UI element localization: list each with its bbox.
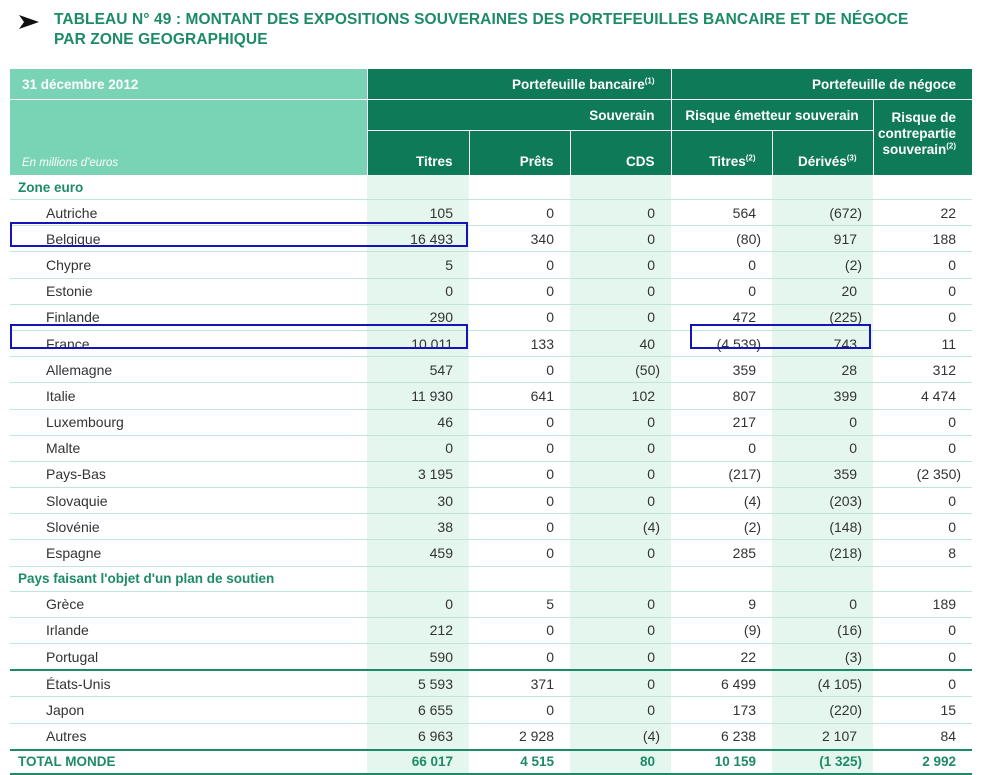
value-cell: 0 — [772, 435, 873, 461]
value-cell: 564 — [671, 200, 772, 226]
country-label: Malte — [10, 435, 367, 461]
table-row — [10, 304, 972, 330]
value-cell: 6 963 — [367, 723, 469, 750]
value-cell: 917 — [772, 226, 873, 252]
value-cell: 2 107 — [772, 723, 873, 750]
table-title — [18, 10, 968, 50]
value-cell: 0 — [570, 591, 671, 617]
country-label: Portugal — [10, 644, 367, 671]
value-cell: 359 — [671, 357, 772, 383]
value-cell: 590 — [367, 644, 469, 671]
value-cell: 0 — [671, 252, 772, 278]
value-cell: 5 — [367, 252, 469, 278]
header-date: 31 décembre 2012 — [10, 69, 367, 100]
group-label: Zone euro — [10, 175, 367, 200]
value-cell: 0 — [772, 591, 873, 617]
value-cell: (4) — [570, 514, 671, 540]
col-titres: Titres — [367, 131, 469, 176]
value-cell: 16 493 — [367, 226, 469, 252]
total-row — [10, 750, 972, 774]
value-cell: 0 — [367, 278, 469, 304]
table-row — [10, 330, 972, 356]
header-blank-2 — [367, 100, 570, 131]
country-label: France — [10, 330, 367, 356]
value-cell: 472 — [671, 304, 772, 330]
value-cell: 212 — [367, 617, 469, 643]
value-cell: (203) — [772, 488, 873, 514]
value-cell: 0 — [367, 435, 469, 461]
table-row — [10, 723, 972, 750]
value-cell: 290 — [367, 304, 469, 330]
value-cell: 80 — [570, 750, 671, 774]
value-cell: 3 195 — [367, 461, 469, 487]
value-cell: (4) — [570, 723, 671, 750]
country-label: Estonie — [10, 278, 367, 304]
value-cell: 0 — [873, 644, 972, 671]
value-cell: 0 — [873, 617, 972, 643]
value-cell: (9) — [671, 617, 772, 643]
value-cell: 11 930 — [367, 383, 469, 409]
table-row — [10, 697, 972, 723]
value-cell: 0 — [469, 252, 570, 278]
value-cell: (50) — [570, 357, 671, 383]
value-cell: 6 499 — [671, 670, 772, 697]
table-row — [10, 670, 972, 697]
country-label: Allemagne — [10, 357, 367, 383]
value-cell: 0 — [570, 435, 671, 461]
value-cell: 30 — [367, 488, 469, 514]
value-cell: 0 — [469, 488, 570, 514]
country-label: Luxembourg — [10, 409, 367, 435]
value-cell: 340 — [469, 226, 570, 252]
value-cell: 0 — [469, 357, 570, 383]
value-cell: 173 — [671, 697, 772, 723]
value-cell: 0 — [469, 514, 570, 540]
country-label: Finlande — [10, 304, 367, 330]
value-cell: 547 — [367, 357, 469, 383]
value-cell: 0 — [873, 252, 972, 278]
arrow-bullet-icon — [18, 14, 40, 30]
value-cell: 4 474 — [873, 383, 972, 409]
value-cell: (2) — [772, 252, 873, 278]
col-derives: Dérivés$^{(3)}$ — [772, 131, 873, 176]
value-cell: 5 593 — [367, 670, 469, 697]
value-cell: 40 — [570, 330, 671, 356]
value-cell: 0 — [469, 278, 570, 304]
table-row — [10, 514, 972, 540]
value-cell: 0 — [570, 200, 671, 226]
header-issuer-risk: Risque émetteur souverain — [671, 100, 873, 131]
value-cell: (1 325) — [772, 750, 873, 774]
value-cell: 10 011 — [367, 330, 469, 356]
table-row — [10, 357, 972, 383]
value-cell: 15 — [873, 697, 972, 723]
value-cell: 459 — [367, 540, 469, 566]
header-unit: En millions d'euros — [10, 131, 367, 176]
value-cell: 133 — [469, 330, 570, 356]
value-cell: 0 — [469, 697, 570, 723]
value-cell: 0 — [570, 617, 671, 643]
value-cell: 0 — [469, 644, 570, 671]
table-row — [10, 591, 972, 617]
value-cell: 0 — [873, 488, 972, 514]
value-cell: 11 — [873, 330, 972, 356]
country-label: Espagne — [10, 540, 367, 566]
country-label: Irlande — [10, 617, 367, 643]
header-trading-portfolio: Portefeuille de négoce — [671, 69, 972, 100]
value-cell: 0 — [570, 670, 671, 697]
value-cell: 8 — [873, 540, 972, 566]
value-cell: 0 — [570, 252, 671, 278]
value-cell: 20 — [772, 278, 873, 304]
value-cell: (4 539) — [671, 330, 772, 356]
value-cell: 399 — [772, 383, 873, 409]
value-cell: (16) — [772, 617, 873, 643]
country-label: Slovénie — [10, 514, 367, 540]
value-cell: 0 — [469, 617, 570, 643]
value-cell: (80) — [671, 226, 772, 252]
group-row — [10, 175, 972, 200]
value-cell: 0 — [570, 540, 671, 566]
value-cell: 359 — [772, 461, 873, 487]
value-cell: 0 — [873, 304, 972, 330]
value-cell: 0 — [873, 514, 972, 540]
value-cell: (220) — [772, 697, 873, 723]
value-cell: 743 — [772, 330, 873, 356]
table-row — [10, 278, 972, 304]
table-row — [10, 435, 972, 461]
value-cell: 0 — [570, 461, 671, 487]
value-cell: 0 — [873, 278, 972, 304]
value-cell: 0 — [469, 304, 570, 330]
table-row — [10, 461, 972, 487]
country-label: Autriche — [10, 200, 367, 226]
value-cell: 38 — [367, 514, 469, 540]
value-cell: 0 — [469, 200, 570, 226]
country-label: TOTAL MONDE — [10, 750, 367, 774]
table-row — [10, 644, 972, 671]
value-cell: 0 — [367, 591, 469, 617]
value-cell: 285 — [671, 540, 772, 566]
header-counterparty: Risque de contrepartie souverain$^{(2)}$ — [873, 100, 972, 176]
value-cell: 5 — [469, 591, 570, 617]
header-banking-portfolio: Portefeuille bancaire$^{(1)}$ — [367, 69, 671, 100]
value-cell: (2) — [671, 514, 772, 540]
value-cell: 188 — [873, 226, 972, 252]
value-cell: 6 238 — [671, 723, 772, 750]
value-cell: 371 — [469, 670, 570, 697]
country-label: Chypre — [10, 252, 367, 278]
value-cell: (4 105) — [772, 670, 873, 697]
country-label: Pays-Bas — [10, 461, 367, 487]
value-cell: 0 — [873, 409, 972, 435]
value-cell: (218) — [772, 540, 873, 566]
value-cell: 102 — [570, 383, 671, 409]
col-cds: CDS — [570, 131, 671, 176]
value-cell: 0 — [873, 670, 972, 697]
exposures-table — [10, 69, 972, 775]
country-label: Slovaquie — [10, 488, 367, 514]
value-cell: 0 — [671, 278, 772, 304]
country-label: Autres — [10, 723, 367, 750]
table-row — [10, 252, 972, 278]
value-cell: (217) — [671, 461, 772, 487]
value-cell: 0 — [570, 697, 671, 723]
country-label: Grèce — [10, 591, 367, 617]
value-cell: (2 350) — [873, 461, 972, 487]
value-cell: 0 — [671, 435, 772, 461]
value-cell: 807 — [671, 383, 772, 409]
value-cell: 66 017 — [367, 750, 469, 774]
value-cell: (225) — [772, 304, 873, 330]
value-cell: 2 992 — [873, 750, 972, 774]
value-cell: (3) — [772, 644, 873, 671]
value-cell: 2 928 — [469, 723, 570, 750]
col-titres-trading: Titres$^{(2)}$ — [671, 131, 772, 176]
value-cell: 46 — [367, 409, 469, 435]
table-row — [10, 226, 972, 252]
value-cell: (148) — [772, 514, 873, 540]
value-cell: 641 — [469, 383, 570, 409]
table-row — [10, 488, 972, 514]
value-cell: 0 — [570, 488, 671, 514]
value-cell: 189 — [873, 591, 972, 617]
value-cell: 0 — [469, 435, 570, 461]
value-cell: 105 — [367, 200, 469, 226]
country-label: Japon — [10, 697, 367, 723]
value-cell: 0 — [570, 226, 671, 252]
value-cell: 4 515 — [469, 750, 570, 774]
table-row — [10, 617, 972, 643]
value-cell: 0 — [570, 304, 671, 330]
value-cell: 0 — [570, 409, 671, 435]
value-cell: 9 — [671, 591, 772, 617]
value-cell: 22 — [873, 200, 972, 226]
value-cell: 0 — [469, 461, 570, 487]
title-line-1: TABLEAU N° 49 : MONTANT DES EXPOSITIONS SOUVERAINES DES PORTEFEUILLES BANCAIRE ET DE NÉGOCE — [54, 11, 909, 28]
col-prets: Prêts — [469, 131, 570, 176]
value-cell: 0 — [469, 409, 570, 435]
header-blank — [10, 100, 367, 131]
country-label: Italie — [10, 383, 367, 409]
table-row — [10, 200, 972, 226]
value-cell: 6 655 — [367, 697, 469, 723]
country-label: Belgique — [10, 226, 367, 252]
group-label: Pays faisant l'objet d'un plan de soutien — [10, 566, 367, 591]
value-cell: 217 — [671, 409, 772, 435]
table-row — [10, 383, 972, 409]
value-cell: (4) — [671, 488, 772, 514]
value-cell: 28 — [772, 357, 873, 383]
value-cell: (672) — [772, 200, 873, 226]
value-cell: 22 — [671, 644, 772, 671]
value-cell: 0 — [570, 278, 671, 304]
value-cell: 0 — [570, 644, 671, 671]
table-row — [10, 540, 972, 566]
value-cell: 0 — [873, 435, 972, 461]
group-row — [10, 566, 972, 591]
value-cell: 312 — [873, 357, 972, 383]
value-cell: 84 — [873, 723, 972, 750]
table-row — [10, 409, 972, 435]
value-cell: 10 159 — [671, 750, 772, 774]
value-cell: 0 — [469, 540, 570, 566]
country-label: États-Unis — [10, 670, 367, 697]
header-sovereign: Souverain — [570, 100, 671, 131]
value-cell: 0 — [772, 409, 873, 435]
title-line-2: PAR ZONE GEOGRAPHIQUE — [54, 31, 268, 48]
